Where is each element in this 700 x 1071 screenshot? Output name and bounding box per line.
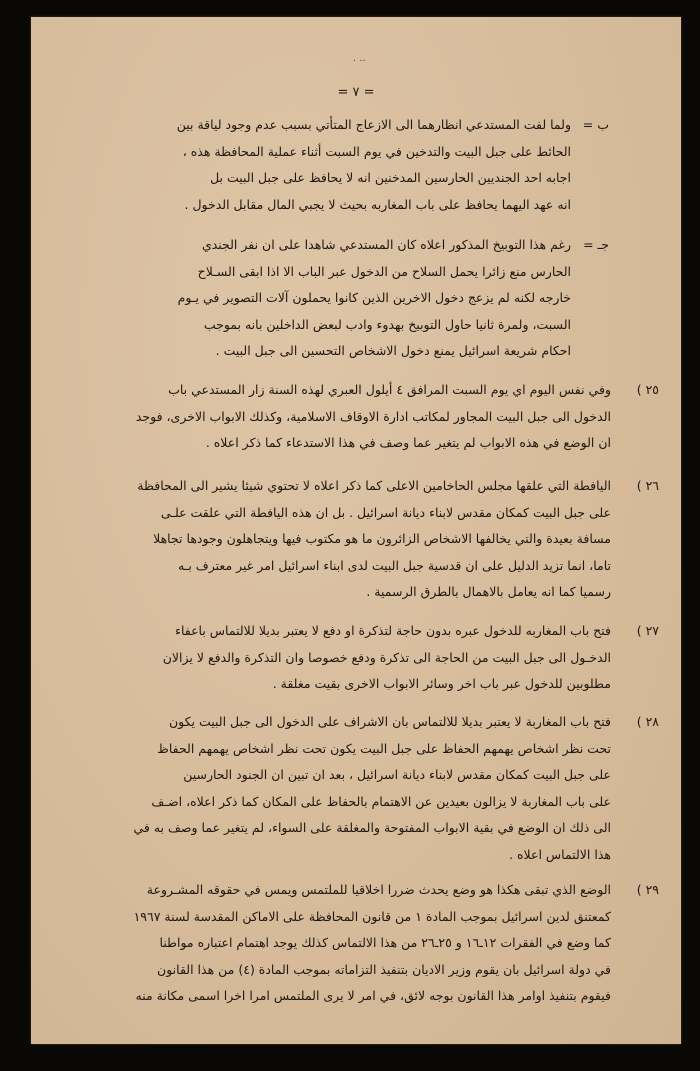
text-line: كما وضع في الفقرات ١٢ـ١٦ و ٢٥ـ٢٦ من هذا الالتماس كذلك يوجد اهتمام اعتباره مواطنا xyxy=(159,935,611,950)
section-label-b: ب = xyxy=(582,117,609,132)
text-line: الدخـول الى جبل البيت من الحاجة الى تذكرة ودفع خصوصا وان التذكرة والدفع لا يزالان xyxy=(162,649,611,665)
text-line: على جبل البيت كمكان مقدس لابناء ديانة اسرائيل . بل ان هذه اليافطة التي علقت علـى xyxy=(160,504,611,520)
text-line: هذا الالتماس اعلاه . xyxy=(509,846,611,862)
text-line: على باب المغاربة لا يزالون بعيدين عن الاهتمام بالحفاظ على المكان كما ذكر اعلاه، اضـف xyxy=(151,793,611,809)
text-line: اجابه احد الجنديين الحارسين المدخنين انه لا يحافظ على جبل البيت بل xyxy=(210,170,571,185)
text-line: الوضع الذي تبقى هكذا هو وضع يحدث ضررا اخلاقيا للملتمس ويمس في حقوقه المشـروعة xyxy=(146,882,611,897)
paragraph-27 xyxy=(51,618,611,698)
text-line: الحارس منع زائرا يحمل السلاح من الدخول عبر الباب الا اذا ابقى السـلاح xyxy=(197,263,571,279)
top-marks: . .. xyxy=(353,53,366,64)
text-line: تاما، انما تزيد الدليل على ان قدسية جبل البيت لدى ابناء اسرائيل امر غير معترف بـه xyxy=(177,557,611,573)
section-label-27: ٢٧ ) xyxy=(636,623,659,638)
text-line: فتح باب المغاربة لا يعتبر بديلا للالتماس بان الاشراف على الدخول الى جبل البيت يكون xyxy=(168,714,611,729)
text-line: وفي نفس اليوم اي يوم السبت المرافق ٤ أيلول العبري لهذه السنة زار المستدعي باب xyxy=(168,382,611,397)
text-line: رغم هذا التوبيخ المذكور اعلاه كان المستدعي شاهدا على ان نفر الجندي xyxy=(201,237,571,252)
text-line: انه عهد اليهما يحافظ على باب المغاربه بحيث لا يجبي المال مقابل الدخول . xyxy=(184,196,571,212)
section-label-29: ٢٩ ) xyxy=(636,882,659,897)
text-line: الدخول الى جبل البيت المجاور لمكاتب ادارة الاوقاف الاسلامية، وكذلك الابواب الاخرى، فوجد xyxy=(135,408,611,424)
paragraph-25 xyxy=(51,377,611,457)
text-line: احكام شريعة اسرائيل يمنع دخول الاشخاص التحسين الى جبل البيت . xyxy=(215,343,571,358)
text-line: مطلوبين للدخول عبر باب اخر وسائر الابواب الاخرى بقيت مغلقة . xyxy=(272,676,611,691)
section-label-j: جـ = xyxy=(583,237,609,252)
paragraph-b xyxy=(101,112,571,218)
paragraph-j xyxy=(101,232,571,365)
text-line: اليافطة التي علقها مجلس الحاخامين الاعلى كما ذكر اعلاه لا تحتوي شيئا يشير الى المحافظة xyxy=(137,478,611,493)
paragraph-29 xyxy=(51,877,611,1010)
text-line: كمعتنق لدين اسرائيل بموجب المادة ١ من قانون المحافظة على الاماكن المقدسة لسنة ١٩٦٧ xyxy=(133,908,611,924)
text-line: على جبل البيت كمكان مقدس لابناء ديانة اسرائيل ، بعد ان تبين ان الجنود الحارسين xyxy=(183,767,611,782)
text-line: السبت، ولمرة ثانيا حاول التوبيخ بهدوء وادب لبعض الداخلين بانه بموجب xyxy=(203,316,571,332)
text-line: ان الوضع في هذه الابواب لم يتغير عما وصف في هذا الاستدعاء كما ذكر اعلاه . xyxy=(205,435,611,450)
text-line: الى ذلك ان الوضع في بقية الابواب المفتوحة والمغلقة على السواء، لم يتغير عما وصف به في xyxy=(133,820,611,835)
section-label-28: ٢٨ ) xyxy=(636,714,659,729)
text-line: مسافة بعيدة والتي يخالفها الاشخاص الزائرون ما هو مكتوب فيها ويتجاهلون وجودها تجاهلا xyxy=(153,531,611,546)
section-label-25: ٢٥ ) xyxy=(636,382,659,397)
paragraph-26 xyxy=(51,473,611,606)
page-number: = ٧ = xyxy=(337,85,375,100)
document-page xyxy=(31,17,681,1044)
text-line: فتح باب المغاربه للدخول عبره بدون حاجة لتذكرة او دفع لا يعتبر بديلا للالتماس باعفاء xyxy=(175,623,611,638)
text-line: فيقوم بتنفيذ اوامر هذا القانون بوجه لائق، في امر لا يرى الملتمس امرا اخرا اسمى مكانة منه xyxy=(135,988,611,1003)
text-line: الحائط على جبل البيت والتدخين في يوم السبت أثناء عملية المحافظة هذه ، xyxy=(182,143,571,159)
text-line: خارجه لكنه لم يزعج دخول الاخرين الذين كانوا يحملون آلات التصوير في يـوم xyxy=(177,290,571,305)
text-line: ولما لفت المستدعي انظارهما الى الازعاج المتأتي بسبب عدم وجود لياقة بين xyxy=(176,117,571,132)
paragraph-28 xyxy=(51,709,611,868)
text-line: تحت نظر اشخاص يهمهم الحفاظ على جبل البيت يكون تحت نظر اشخاص يهمهم الحفاظ xyxy=(157,740,611,756)
section-label-26: ٢٦ ) xyxy=(636,478,659,493)
text-line: في دولة اسرائيل بان يقوم وزير الاديان بتنفيذ التزاماته بموجب المادة (٤) من هذا القانون xyxy=(157,961,611,977)
text-line: رسميا كما انه يعامل بالاهمال بالطرق الرسمية . xyxy=(366,584,611,599)
